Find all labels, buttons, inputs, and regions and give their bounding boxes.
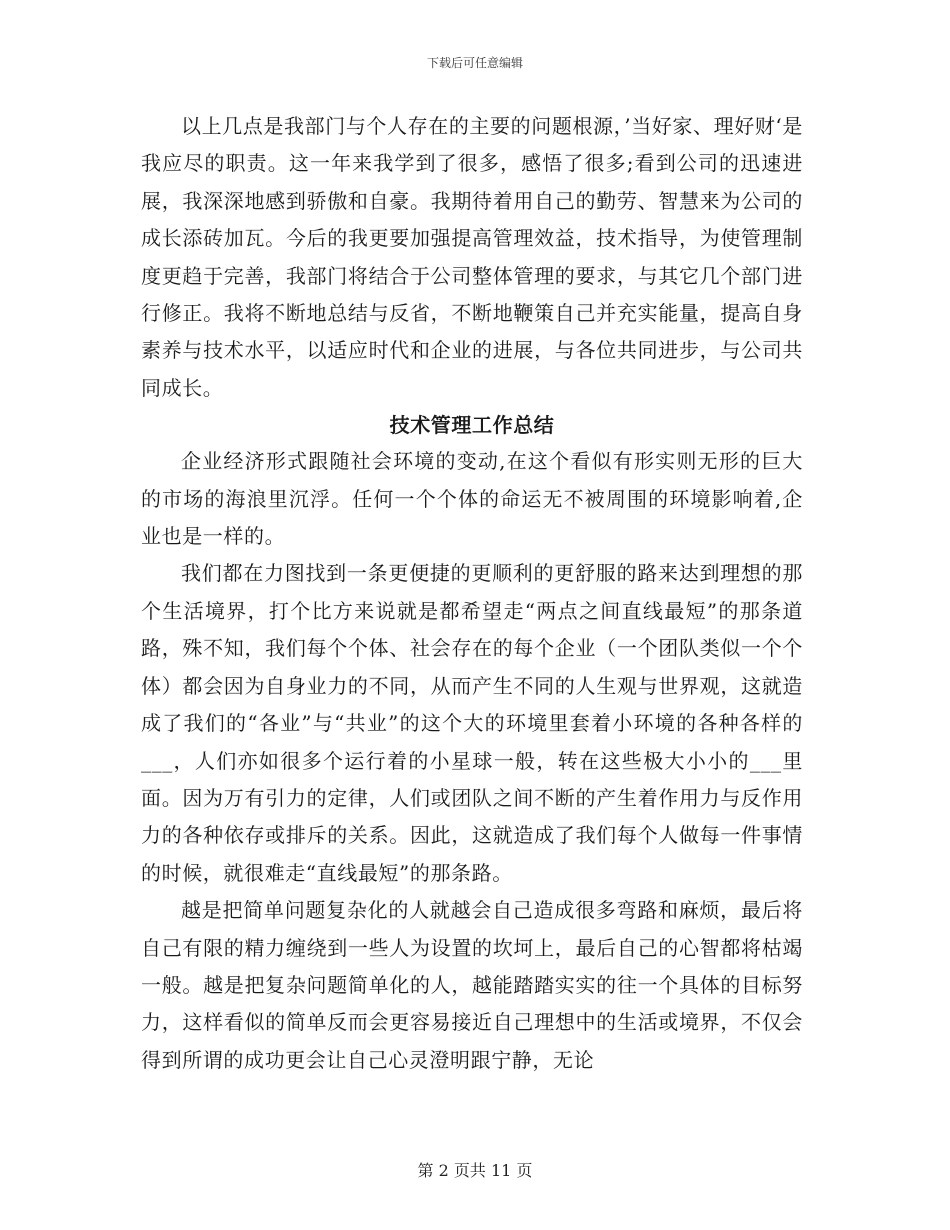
- section-title: 技术管理工作总结: [389, 413, 555, 438]
- header-note: 下载后可任意编辑: [426, 56, 523, 70]
- page-number: 第 2 页共 11 页: [417, 1161, 533, 1180]
- paragraph: 以上几点是我部门与个人存在的主要的问题根源，’当好家、理好财‘是我应尽的职责。这一年来我学到了很多，感悟了很多;看到公司的迅速进展，我深深地感到骄傲和自豪。我期待着用自己的勤劳、智慧来为公司的成长添砖加瓦。今后的我更要加强提高管理效益，技术指导，为使管理制度更趋于完善，我部门将结合于公司整体管理的要求，与其它几个部门进行修正。我将不断地总结与反省，不断地鞭策自己并充实能量，提高自身素养与技术水平，以适应时代和企业的进展，与各位共同进步，与公司共同成长。: [141, 114, 803, 400]
- document-body: [141, 108, 803, 1079]
- paragraph: 我们都在力图找到一条更便捷的更顺利的更舒服的路来达到理想的那个生活境界，打个比方来说就是都希望走“两点之间直线最短”的那条道路，殊不知，我们每个个体、社会存在的每个企业（一个团队类似一个个体）都会因为自身业力的不同，从而产生不同的人生观与世界观，这就造成了我们的“各业”与“共业”的这个大的环境里套着小环境的各种各样的___，人们亦如很多个运行着的小星球一般，转在这些极大小小的___里面。因为万有引力的定律，人们或团队之间不断的产生着作用力与反作用力的各种依存或排斥的关系。因此，这就造成了我们每个人做每一件事情的时候，就很难走“直线最短”的那条路。: [141, 561, 803, 885]
- paragraph: 企业经济形式跟随社会环境的变动,在这个看似有形实则无形的巨大的市场的海浪里沉浮。任何一个个体的命运无不被周围的环境影响着,企业也是一样的。: [141, 449, 803, 549]
- paragraph: 越是把简单问题复杂化的人就越会自己造成很多弯路和麻烦，最后将自己有限的精力缠绕到一些人为设置的坎坷上，最后自己的心智都将枯竭一般。越是把复杂问题简单化的人，越能踏踏实实的往一个具体的目标努力，这样看似的简单反而会更容易接近自己理想中的生活或境界，不仅会得到所谓的成功更会让自己心灵澄明跟宁静，无论: [141, 898, 803, 1072]
